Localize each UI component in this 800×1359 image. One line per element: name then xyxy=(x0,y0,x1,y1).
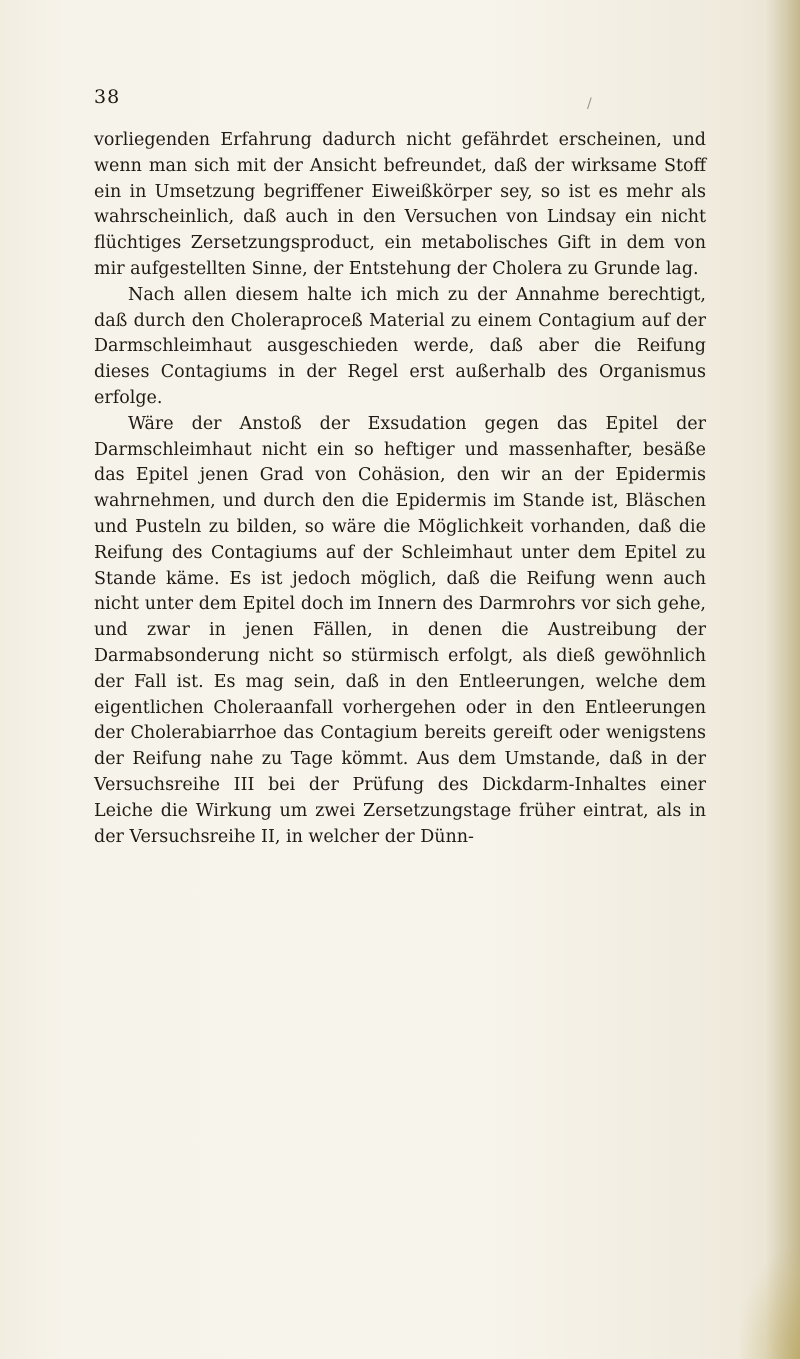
body-text xyxy=(94,128,706,850)
page-number: 38 xyxy=(94,86,121,108)
paragraph-2: Nach allen diesem halte ich mich zu der Annahme berechtigt, daß durch den Choleraproceß Material zu einem Contagium auf der Darmschleimhaut ausgeschieden werde, daß aber die Reifung dieses Contagiums in der Regel erst außerhalb des Organismus erfolge. xyxy=(94,284,706,408)
paragraph-3: Wäre der Anstoß der Exsudation gegen das Epitel der Darmschleimhaut nicht ein so heftiger und massenhafter, besäße das Epitel jenen Grad von Cohäsion, den wir an der Epidermis wahrnehmen, und durch den die Epidermis im Stande ist, Bläschen und Pusteln zu bilden, so wäre die Möglichkeit vorhanden, daß die Reifung des Contagiums auf der Schleimhaut unter dem Epitel zu Stande käme. Es ist jedoch möglich, daß die Reifung wenn auch nicht unter dem Epitel doch im Innern des Darmrohrs vor sich gehe, und zwar in jenen Fällen, in denen die Austreibung der Darmabsonderung nicht so stürmisch erfolgt, als dieß gewöhnlich der Fall ist. Es mag sein, daß in den Entleerungen, welche dem eigentlichen Choleraanfall vorhergehen oder in den Entleerungen der Cholerabiarrhoe das Contagium bereits gereift oder wenigstens der Reifung nahe zu Tage kömmt. Aus dem Umstande, daß in der Versuchsreihe III bei der Prüfung des Dickdarm-Inhaltes einer Leiche die Wirkung um zwei Zersetzungstage früher eintrat, als in der Versuchsreihe II, in welcher der Dünn- xyxy=(94,413,706,847)
pencil-mark: / xyxy=(587,96,592,112)
paragraph-1: vorliegenden Erfahrung dadurch nicht gefährdet erscheinen, und wenn man sich mit der Ansicht befreundet, daß der wirksame Stoff ein in Umsetzung begriffener Eiweißkörper sey, so ist es mehr als wahrscheinlich, daß auch in den Versuchen von Lindsay ein nicht flüchtiges Zersetzungsproduct, ein metabolisches Gift in dem von mir aufgestellten Sinne, der Entstehung der Cholera zu Grunde lag. xyxy=(94,130,706,279)
corner-stain xyxy=(740,1249,800,1359)
page-edge-shadow xyxy=(766,0,800,1359)
